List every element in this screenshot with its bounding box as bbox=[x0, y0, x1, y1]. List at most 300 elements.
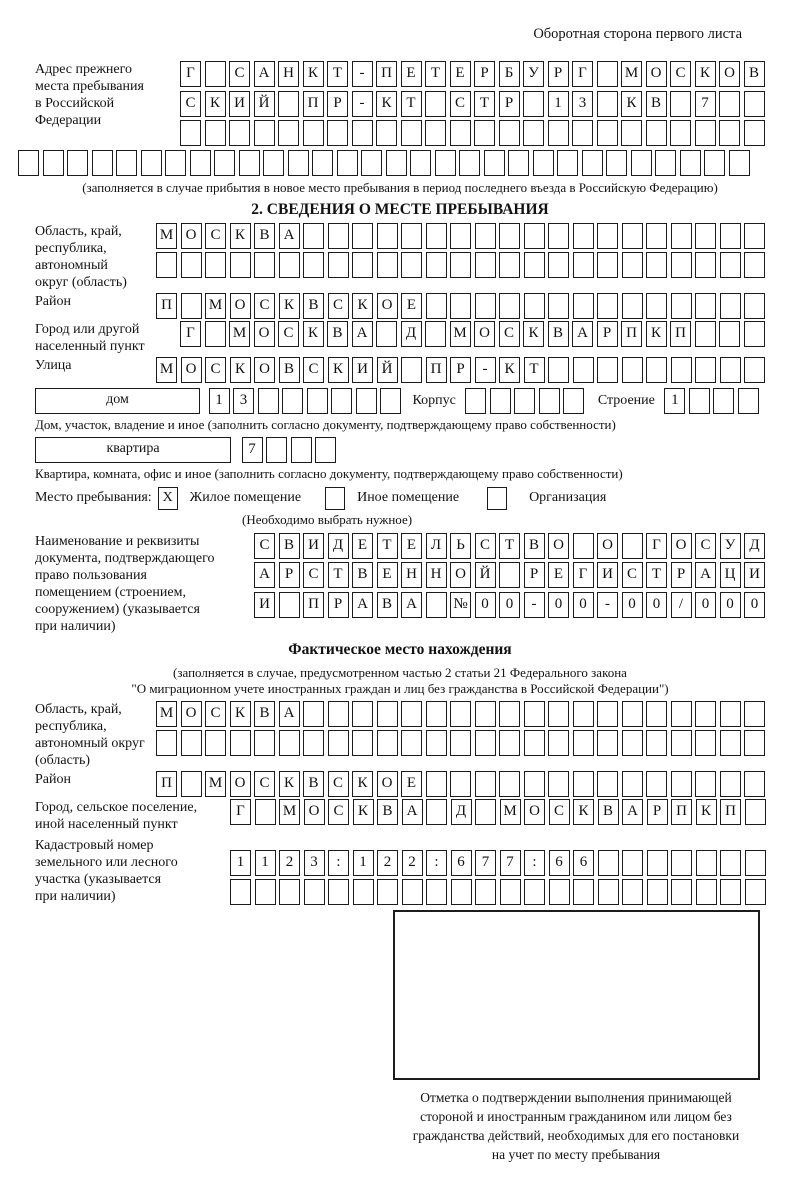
char-cell bbox=[303, 730, 324, 756]
char-cell bbox=[719, 120, 740, 146]
char-cell: Т bbox=[499, 533, 520, 559]
char-cell bbox=[475, 771, 496, 797]
city-char-row bbox=[180, 321, 765, 347]
char-cell bbox=[377, 730, 398, 756]
char-cell: Г bbox=[572, 61, 593, 87]
prev-address-label-line: Федерации bbox=[35, 113, 102, 128]
char-cell bbox=[141, 150, 162, 176]
char-cell bbox=[254, 120, 275, 146]
char-cell bbox=[582, 150, 603, 176]
char-cell: Г bbox=[646, 533, 667, 559]
char-cell bbox=[255, 879, 276, 905]
char-cell: И bbox=[597, 562, 618, 588]
char-cell bbox=[720, 850, 741, 876]
char-cell bbox=[622, 533, 643, 559]
char-cell bbox=[671, 730, 692, 756]
document-label-line: Наименование и реквизиты bbox=[35, 533, 200, 549]
char-cell: Р bbox=[328, 592, 349, 618]
char-cell: 7 bbox=[475, 850, 496, 876]
char-cell: К bbox=[303, 321, 324, 347]
char-cell bbox=[744, 730, 765, 756]
char-cell: В bbox=[377, 799, 398, 825]
char-cell bbox=[548, 293, 569, 319]
char-cell bbox=[230, 879, 251, 905]
char-cell bbox=[239, 150, 260, 176]
char-cell bbox=[451, 879, 472, 905]
char-cell bbox=[291, 437, 312, 463]
street-field bbox=[35, 357, 800, 383]
char-cell bbox=[380, 388, 401, 414]
char-cell bbox=[695, 252, 716, 278]
char-cell bbox=[680, 150, 701, 176]
prev-address-char-row-1 bbox=[180, 61, 765, 87]
char-cell bbox=[312, 150, 333, 176]
char-cell: А bbox=[279, 701, 300, 727]
char-cell bbox=[328, 252, 349, 278]
char-cell: О bbox=[230, 771, 251, 797]
char-cell: 7 bbox=[695, 91, 716, 117]
char-cell bbox=[671, 252, 692, 278]
char-cell: 3 bbox=[233, 388, 254, 414]
char-cell bbox=[744, 91, 765, 117]
city-field bbox=[35, 321, 800, 355]
char-cell: К bbox=[205, 91, 226, 117]
char-cell bbox=[426, 879, 447, 905]
char-cell: К bbox=[352, 771, 373, 797]
char-cell: У bbox=[720, 533, 741, 559]
char-cell bbox=[597, 730, 618, 756]
prev-address-caption: (заполняется в случае прибытия в новое место пребывания в период последнего въезда в Российскую Федерацию) bbox=[82, 179, 718, 195]
char-cell bbox=[190, 150, 211, 176]
stamp-box bbox=[393, 910, 760, 1080]
char-cell bbox=[671, 850, 692, 876]
char-cell bbox=[744, 120, 765, 146]
char-cell: Т bbox=[646, 562, 667, 588]
char-cell: В bbox=[279, 533, 300, 559]
char-cell bbox=[499, 120, 520, 146]
char-cell: П bbox=[671, 799, 692, 825]
char-cell: К bbox=[499, 357, 520, 383]
char-cell bbox=[514, 388, 535, 414]
char-cell: В bbox=[254, 223, 275, 249]
char-cell: С bbox=[180, 91, 201, 117]
char-cell bbox=[524, 223, 545, 249]
char-cell: П bbox=[426, 357, 447, 383]
char-cell: Л bbox=[426, 533, 447, 559]
char-cell: 7 bbox=[242, 437, 263, 463]
char-cell: 0 bbox=[744, 592, 765, 618]
char-cell: К bbox=[352, 293, 373, 319]
char-cell: К bbox=[303, 61, 324, 87]
char-cell bbox=[279, 252, 300, 278]
char-cell: С bbox=[205, 701, 226, 727]
char-cell bbox=[744, 293, 765, 319]
char-cell: В bbox=[744, 61, 765, 87]
residential-label: Жилое помещение bbox=[189, 490, 302, 505]
char-cell: 6 bbox=[451, 850, 472, 876]
char-cell: О bbox=[597, 533, 618, 559]
char-cell bbox=[377, 252, 398, 278]
cadastre-label bbox=[35, 837, 230, 905]
char-cell bbox=[622, 357, 643, 383]
char-cell: М bbox=[279, 799, 300, 825]
char-cell bbox=[278, 91, 299, 117]
char-cell: О bbox=[181, 223, 202, 249]
cadastre-char-row-1 bbox=[230, 850, 766, 876]
char-cell bbox=[92, 150, 113, 176]
char-cell bbox=[376, 321, 397, 347]
char-cell bbox=[499, 562, 520, 588]
char-cell bbox=[352, 730, 373, 756]
house-char-cells bbox=[209, 388, 402, 414]
char-cell bbox=[402, 879, 423, 905]
char-cell bbox=[598, 850, 619, 876]
char-cell: К bbox=[279, 293, 300, 319]
char-cell: В bbox=[598, 799, 619, 825]
char-cell bbox=[230, 730, 251, 756]
organization-label: Организация bbox=[529, 490, 607, 505]
char-cell: В bbox=[303, 771, 324, 797]
prev-address-field bbox=[35, 61, 800, 146]
char-cell bbox=[704, 150, 725, 176]
char-cell bbox=[499, 730, 520, 756]
char-cell bbox=[181, 730, 202, 756]
char-cell bbox=[597, 252, 618, 278]
cadastre-char-row-2 bbox=[230, 879, 766, 905]
char-cell: О bbox=[181, 701, 202, 727]
char-cell bbox=[116, 150, 137, 176]
district-label: Район bbox=[35, 293, 71, 309]
actual-district-field bbox=[35, 771, 800, 797]
char-cell: М bbox=[156, 701, 177, 727]
stamp-caption-line: на учет по месту пребывания bbox=[491, 1147, 661, 1162]
char-cell: Г bbox=[180, 321, 201, 347]
char-cell bbox=[696, 850, 717, 876]
char-cell bbox=[597, 120, 618, 146]
char-cell bbox=[744, 252, 765, 278]
char-cell bbox=[279, 592, 300, 618]
document-field bbox=[35, 533, 800, 635]
document-label-line: при наличии) bbox=[35, 618, 116, 634]
char-cell bbox=[490, 388, 511, 414]
char-cell bbox=[689, 388, 710, 414]
char-cell bbox=[401, 223, 422, 249]
char-cell bbox=[631, 150, 652, 176]
char-cell bbox=[670, 120, 691, 146]
char-cell: Т bbox=[474, 91, 495, 117]
char-cell: : bbox=[524, 850, 545, 876]
char-cell: 1 bbox=[664, 388, 685, 414]
char-cell bbox=[598, 879, 619, 905]
char-cell: С bbox=[205, 223, 226, 249]
char-cell bbox=[303, 120, 324, 146]
char-cell bbox=[548, 357, 569, 383]
char-cell bbox=[352, 252, 373, 278]
actual-city-field bbox=[35, 799, 800, 833]
char-cell: Р bbox=[327, 91, 348, 117]
cadastre-label-line: при наличии) bbox=[35, 888, 116, 904]
char-cell: О bbox=[377, 771, 398, 797]
char-cell bbox=[435, 150, 456, 176]
char-cell: У bbox=[523, 61, 544, 87]
char-cell bbox=[523, 120, 544, 146]
char-cell bbox=[646, 252, 667, 278]
char-cell: В bbox=[548, 321, 569, 347]
char-cell bbox=[230, 252, 251, 278]
char-cell: - bbox=[352, 61, 373, 87]
char-cell bbox=[303, 701, 324, 727]
char-cell: 2 bbox=[402, 850, 423, 876]
prev-address-label-line: Адрес прежнего bbox=[35, 62, 132, 77]
char-cell: Р bbox=[524, 562, 545, 588]
char-cell: Р bbox=[671, 562, 692, 588]
char-cell bbox=[720, 252, 741, 278]
char-cell: Е bbox=[450, 61, 471, 87]
char-cell: Г bbox=[180, 61, 201, 87]
char-cell bbox=[695, 120, 716, 146]
char-cell: В bbox=[279, 357, 300, 383]
char-cell bbox=[401, 730, 422, 756]
char-cell bbox=[450, 730, 471, 756]
char-cell: Г bbox=[573, 562, 594, 588]
char-cell: Р bbox=[450, 357, 471, 383]
street-char-row bbox=[156, 357, 765, 383]
house-line bbox=[35, 388, 800, 414]
char-cell bbox=[744, 321, 765, 347]
char-cell bbox=[465, 388, 486, 414]
char-cell: Б bbox=[499, 61, 520, 87]
char-cell bbox=[695, 771, 716, 797]
char-cell bbox=[524, 730, 545, 756]
char-cell: К bbox=[573, 799, 594, 825]
char-cell bbox=[744, 357, 765, 383]
char-cell bbox=[646, 701, 667, 727]
actual-region-char-row-2 bbox=[156, 730, 765, 756]
char-cell: Р bbox=[474, 61, 495, 87]
char-cell bbox=[426, 799, 447, 825]
char-cell: М bbox=[450, 321, 471, 347]
city-label-line: населенный пункт bbox=[35, 338, 145, 354]
char-cell bbox=[450, 293, 471, 319]
actual-city-char-row bbox=[230, 799, 766, 825]
char-cell: К bbox=[328, 357, 349, 383]
char-cell: 1 bbox=[353, 850, 374, 876]
char-cell: Г bbox=[230, 799, 251, 825]
prev-address-char-row-3 bbox=[180, 120, 765, 146]
char-cell bbox=[352, 120, 373, 146]
actual-region-label-line: Область, край, bbox=[35, 701, 122, 717]
char-cell: Н bbox=[426, 562, 447, 588]
char-cell bbox=[426, 730, 447, 756]
char-cell bbox=[361, 150, 382, 176]
char-cell: О bbox=[304, 799, 325, 825]
char-cell: 0 bbox=[499, 592, 520, 618]
char-cell: М bbox=[229, 321, 250, 347]
char-cell bbox=[524, 771, 545, 797]
char-cell bbox=[548, 701, 569, 727]
char-cell: 0 bbox=[548, 592, 569, 618]
char-cell: 3 bbox=[304, 850, 325, 876]
region-label-line: округ (область) bbox=[35, 274, 127, 290]
char-cell: П bbox=[376, 61, 397, 87]
char-cell: О bbox=[377, 293, 398, 319]
char-cell: Т bbox=[377, 533, 398, 559]
char-cell bbox=[622, 223, 643, 249]
char-cell: А bbox=[572, 321, 593, 347]
char-cell: С bbox=[303, 562, 324, 588]
stroenie-label: Строение bbox=[597, 392, 655, 408]
char-cell: К bbox=[376, 91, 397, 117]
char-cell: : bbox=[426, 850, 447, 876]
char-cell: Р bbox=[548, 61, 569, 87]
char-cell bbox=[647, 850, 668, 876]
char-cell: А bbox=[254, 562, 275, 588]
char-cell bbox=[655, 150, 676, 176]
char-cell: 0 bbox=[573, 592, 594, 618]
char-cell bbox=[43, 150, 64, 176]
char-cell bbox=[425, 321, 446, 347]
char-cell: А bbox=[622, 799, 643, 825]
char-cell bbox=[745, 799, 766, 825]
char-cell: - bbox=[352, 91, 373, 117]
char-cell: И bbox=[254, 592, 275, 618]
char-cell bbox=[303, 252, 324, 278]
district-char-row bbox=[156, 293, 765, 319]
char-cell bbox=[475, 252, 496, 278]
char-cell: 0 bbox=[622, 592, 643, 618]
char-cell bbox=[622, 701, 643, 727]
city-label-line: Город или другой bbox=[35, 321, 140, 337]
char-cell: 6 bbox=[573, 850, 594, 876]
page-side-note: Оборотная сторона первого листа bbox=[533, 26, 742, 42]
char-cell: О bbox=[524, 799, 545, 825]
char-cell: А bbox=[401, 592, 422, 618]
actual-region-label-line: автономный округ bbox=[35, 735, 145, 751]
char-cell: Н bbox=[401, 562, 422, 588]
char-cell: К bbox=[621, 91, 642, 117]
char-cell bbox=[304, 879, 325, 905]
char-cell bbox=[671, 357, 692, 383]
char-cell bbox=[572, 120, 593, 146]
char-cell bbox=[671, 701, 692, 727]
actual-region-field bbox=[35, 701, 800, 769]
char-cell bbox=[622, 252, 643, 278]
char-cell bbox=[205, 321, 226, 347]
char-cell bbox=[622, 879, 643, 905]
char-cell bbox=[499, 293, 520, 319]
actual-district-label: Район bbox=[35, 771, 71, 787]
document-label-line: сооружением) (указывается bbox=[35, 601, 200, 617]
char-cell bbox=[282, 388, 303, 414]
char-cell: - bbox=[475, 357, 496, 383]
char-cell bbox=[622, 730, 643, 756]
char-cell bbox=[278, 120, 299, 146]
char-cell bbox=[475, 730, 496, 756]
char-cell bbox=[597, 357, 618, 383]
other-premise-label: Иное помещение bbox=[357, 490, 460, 505]
char-cell bbox=[499, 252, 520, 278]
char-cell: № bbox=[450, 592, 471, 618]
house-box: дом bbox=[35, 388, 200, 414]
char-cell: К bbox=[353, 799, 374, 825]
char-cell: Й bbox=[475, 562, 496, 588]
stroenie-char-cells bbox=[664, 388, 759, 414]
char-cell bbox=[729, 150, 750, 176]
actual-location-caption-line-1: (заполняется в случае, предусмотренном частью 2 статьи 21 Федерального закона bbox=[173, 664, 627, 680]
char-cell bbox=[156, 730, 177, 756]
actual-city-label-line: Город, сельское поселение, bbox=[35, 799, 198, 815]
char-cell: Д bbox=[451, 799, 472, 825]
region-label-line: республика, bbox=[35, 240, 107, 256]
char-cell: С bbox=[229, 61, 250, 87]
char-cell: А bbox=[352, 592, 373, 618]
char-cell bbox=[401, 357, 422, 383]
char-cell bbox=[720, 293, 741, 319]
char-cell: Р bbox=[279, 562, 300, 588]
char-cell bbox=[258, 388, 279, 414]
apartment-char-cells bbox=[242, 437, 337, 463]
char-cell: Т bbox=[524, 357, 545, 383]
char-cell: Е bbox=[401, 771, 422, 797]
actual-region-char-row-1 bbox=[156, 701, 765, 727]
char-cell bbox=[410, 150, 431, 176]
char-cell bbox=[622, 850, 643, 876]
char-cell: 6 bbox=[549, 850, 570, 876]
char-cell bbox=[573, 730, 594, 756]
char-cell bbox=[426, 771, 447, 797]
char-cell bbox=[426, 592, 447, 618]
char-cell: П bbox=[720, 799, 741, 825]
char-cell bbox=[563, 388, 584, 414]
char-cell bbox=[426, 701, 447, 727]
region-field bbox=[35, 223, 800, 291]
char-cell bbox=[573, 701, 594, 727]
char-cell bbox=[524, 701, 545, 727]
stamp-area bbox=[356, 910, 796, 1164]
char-cell: - bbox=[524, 592, 545, 618]
char-cell bbox=[214, 150, 235, 176]
region-char-row-2 bbox=[156, 252, 765, 278]
char-cell bbox=[720, 879, 741, 905]
char-cell bbox=[548, 252, 569, 278]
char-cell bbox=[597, 293, 618, 319]
char-cell: С bbox=[254, 293, 275, 319]
char-cell bbox=[524, 879, 545, 905]
char-cell: С bbox=[328, 293, 349, 319]
char-cell bbox=[524, 293, 545, 319]
char-cell: О bbox=[254, 321, 275, 347]
char-cell bbox=[450, 771, 471, 797]
char-cell bbox=[573, 223, 594, 249]
char-cell bbox=[67, 150, 88, 176]
char-cell bbox=[303, 223, 324, 249]
char-cell: 0 bbox=[475, 592, 496, 618]
document-label-line: помещением (строением, bbox=[35, 584, 186, 600]
char-cell bbox=[646, 730, 667, 756]
char-cell: Т bbox=[425, 61, 446, 87]
char-cell: О bbox=[474, 321, 495, 347]
char-cell bbox=[475, 223, 496, 249]
char-cell: 0 bbox=[695, 592, 716, 618]
char-cell: / bbox=[671, 592, 692, 618]
stay-option-other-premise bbox=[325, 487, 459, 510]
document-char-row-2 bbox=[254, 562, 765, 588]
char-cell bbox=[499, 223, 520, 249]
char-cell bbox=[266, 437, 287, 463]
char-cell: О bbox=[254, 357, 275, 383]
actual-city-label-line: иной населенный пункт bbox=[35, 816, 178, 832]
char-cell: П bbox=[621, 321, 642, 347]
